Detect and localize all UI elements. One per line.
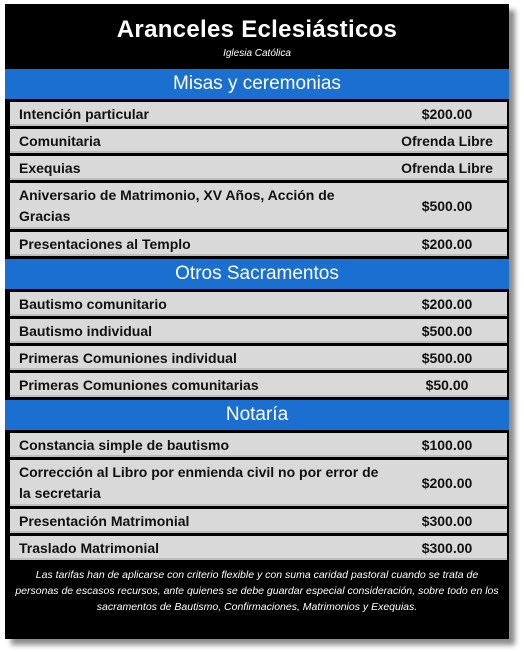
item-price: $500.00 <box>421 198 473 214</box>
item-price: $300.00 <box>421 513 473 529</box>
list-item <box>10 319 507 343</box>
item-label: Traslado Matrimonial <box>19 540 160 556</box>
item-price: $50.00 <box>425 377 469 393</box>
list-item <box>10 509 507 533</box>
item-label: Corrección al Libro por enmienda civil no por error de la secretaria <box>19 464 379 501</box>
item-label: Presentación Matrimonial <box>19 513 190 529</box>
list-item <box>10 102 507 126</box>
item-price: $200.00 <box>421 475 473 491</box>
item-label: Presentaciones al Templo <box>19 236 191 252</box>
footer-note: Las tarifas han de aplicarse con criterio flexible y con suma caridad pastoral cuando se trata de personas de escasos recursos, ante quienes se debe guardar especial consideración, sobre todo en los sacramentos de Bautismo, Confirmaciones, Matrimonios y Exequias. <box>15 569 499 613</box>
section-sacramentos <box>5 259 509 397</box>
list-item <box>10 232 507 256</box>
list-item <box>10 292 507 316</box>
list-item <box>10 536 507 560</box>
item-price: Ofrenda Libre <box>401 133 493 149</box>
list-item <box>10 129 507 153</box>
item-price: $500.00 <box>421 323 473 339</box>
item-label: Bautismo individual <box>19 323 153 339</box>
item-label: Exequias <box>19 160 81 176</box>
item-price: Ofrenda Libre <box>401 160 493 176</box>
list-item <box>10 183 507 229</box>
page-subtitle: Iglesia Católica <box>223 48 291 59</box>
item-price: $300.00 <box>421 540 473 556</box>
item-label: Aniversario de Matrimonio, XV Años, Acción de Gracias <box>19 187 335 224</box>
section-heading: Misas y ceremonias <box>5 69 509 99</box>
item-label: Comunitaria <box>19 133 101 149</box>
list-item <box>10 373 507 397</box>
item-price: $500.00 <box>421 350 473 366</box>
section-heading: Otros Sacramentos <box>5 259 509 289</box>
section-heading: Notaría <box>5 400 509 430</box>
section-notaria <box>5 400 509 560</box>
price-list-card <box>5 4 509 639</box>
item-label: Constancia simple de bautismo <box>19 437 230 453</box>
list-item <box>10 346 507 370</box>
item-price: $200.00 <box>421 236 473 252</box>
item-price: $200.00 <box>421 106 473 122</box>
item-price: $100.00 <box>421 437 473 453</box>
page-title: Aranceles Eclesiásticos <box>116 16 398 43</box>
section-misas <box>5 69 509 256</box>
item-label: Bautismo comunitario <box>19 296 167 312</box>
item-label: Primeras Comuniones comunitarias <box>19 377 259 393</box>
item-price: $200.00 <box>421 296 473 312</box>
item-label: Intención particular <box>19 106 149 122</box>
header <box>5 4 509 69</box>
list-item <box>10 460 507 506</box>
list-item <box>10 156 507 180</box>
list-item <box>10 433 507 457</box>
item-label: Primeras Comuniones individual <box>19 350 237 366</box>
